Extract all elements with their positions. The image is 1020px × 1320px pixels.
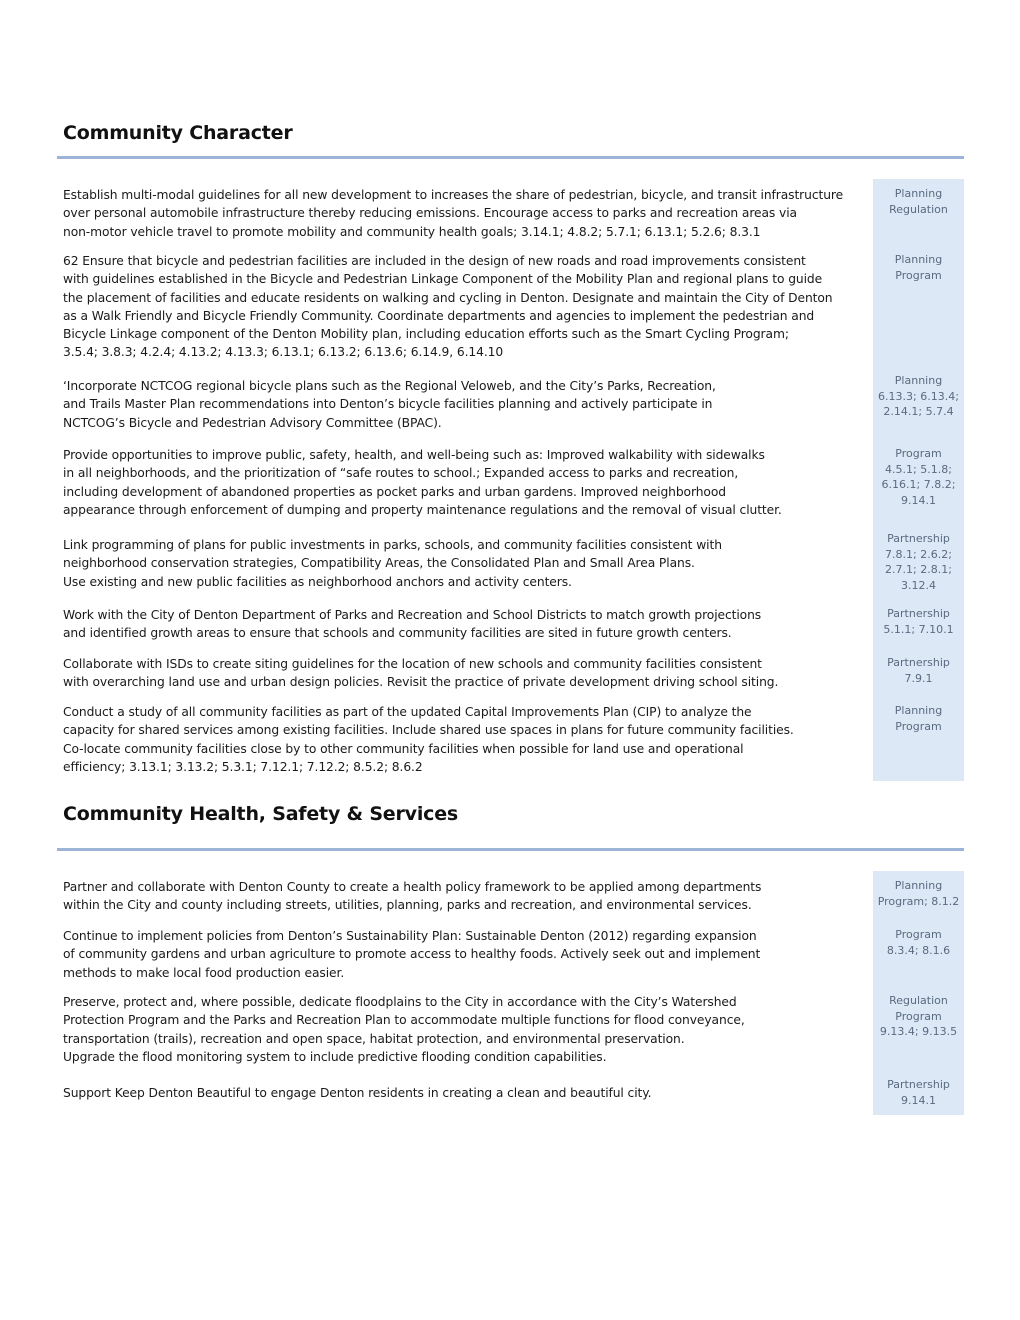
policy-tags: Partnership 5.1.1; 7.10.1 [883,607,954,636]
section-divider [57,156,964,159]
policy-tags: Planning Program; 8.1.2 [877,879,960,908]
policy-text: Link programming of plans for public investments in parks, schools, and community facilities consistent with neighborhood conservation strategies, Compatibility Areas, the Consolidated Plan and Small Area Plans. Use existing and new public facilities as neighborhood anchors and activity centers. [63,538,722,589]
policy-tags: Planning Program [894,704,943,733]
policy-text: Preserve, protect and, where possible, dedicate floodplains to the City in accordance with the City’s Watershed Protection Program and the Parks and Recreation Plan to accommodate multiple functions for flood conveyance, transportation (trails), recreation and open space, habitat protection, and environmental preservation. Upgrade the flood monitoring system to include predictive flooding condition capabilities. [63,995,745,1064]
policy-text: Conduct a study of all community facilities as part of the updated Capital Improvements Plan (CIP) to analyze the capacity for shared services among existing facilities. Include shared use spaces in plans for future community facilities. Co-locate community facilities close by to other community facilities when possible for land use and operational efficiency; 3.13.1; 3.13.2; 5.3.1; 7.12.1; 7.12.2; 8.5.2; 8.6.2 [63,705,794,774]
policy-tags: Partnership 9.14.1 [887,1078,950,1107]
policy-tags: Planning Program [894,253,943,282]
policy-text: Work with the City of Denton Department of Parks and Recreation and School Districts to match growth projections and identified growth areas to ensure that schools and community facilities are sited in future growth centers. [63,608,762,641]
section-title-community-character: Community Character [63,122,293,144]
section-divider [57,848,964,851]
policy-tags: Planning 6.13.3; 6.13.4; 2.14.1; 5.7.4 [878,374,959,419]
section-title-community-health: Community Health, Safety & Services [63,803,459,825]
policy-tags: Program 4.5.1; 5.1.8; 6.16.1; 7.8.2; 9.14.1 [881,447,956,507]
policy-text: Partner and collaborate with Denton County to create a health policy framework to be applied among departments within the City and county including streets, utilities, planning, parks and recreation, and environmental services. [63,880,762,913]
policy-text: Continue to implement policies from Denton’s Sustainability Plan: Sustainable Denton (2012) regarding expansion of community gardens and urban agriculture to promote access to healthy foods. Actively seek out and implement methods to make local food production easier. [63,929,761,980]
policy-tags: Partnership 7.8.1; 2.6.2; 2.7.1; 2.8.1; 3.12.4 [885,532,952,592]
policy-tags: Program 8.3.4; 8.1.6 [886,928,951,957]
policy-text: 62 Ensure that bicycle and pedestrian facilities are included in the design of new roads and road improvements consistent with guidelines established in the Bicycle and Pedestrian Linkage Component of the Mobility Plan and regional plans to guide the placement of facilities and educate residents on walking and cycling in Denton. Designate and maintain the City of Denton as a Walk Friendly and Bicycle Friendly Community. Coordinate departments and agencies to implement the pedestrian and Bicycle Linkage component of the Denton Mobility plan, including education efforts such as the Smart Cycling Program; 3.5.4; 3.8.3; 4.2.4; 4.13.2; 4.13.3; 6.13.1; 6.13.2; 6.13.6; 6.14.9, 6.14.10 [63,254,833,360]
policy-text: Support Keep Denton Beautiful to engage Denton residents in creating a clean and beautiful city. [63,1086,652,1100]
policy-tags: Partnership 7.9.1 [887,656,950,685]
policy-text: Establish multi-modal guidelines for all new development to increases the share of pedestrian, bicycle, and transit infrastructure over personal automobile infrastructure thereby reducing emissions. Encourage access to parks and recreation areas via non-motor vehicle travel to promote mobility and community health goals; 3.14.1; 4.8.2; 5.7.1; 6.13.1; 5.2.6; 8.3.1 [63,188,844,239]
policy-text: ‘Incorporate NCTCOG regional bicycle plans such as the Regional Veloweb, and the City’s Parks, Recreation, and Trails Master Plan recommendations into Denton’s bicycle facilities planning and actively participate in NCTCOG’s Bicycle and Pedestrian Advisory Committee (BPAC). [63,379,716,430]
policy-tags: Regulation Program 9.13.4; 9.13.5 [879,994,958,1039]
policy-tags: Planning Regulation [889,187,948,216]
policy-text: Provide opportunities to improve public, safety, health, and well-being such as: Improved walkability with sidewalks in all neighborhoods, and the prioritization of “safe routes to school.; Expanded access to parks and recreation, including development of abandoned properties as pocket parks and urban gardens. Improved neighborhood appearance through enforcement of dumping and property maintenance regulations and the removal of visual clutter. [63,448,782,517]
policy-text: Collaborate with ISDs to create siting guidelines for the location of new schools and community facilities consistent with overarching land use and urban design policies. Revisit the practice of private development driving school siting. [63,657,779,690]
